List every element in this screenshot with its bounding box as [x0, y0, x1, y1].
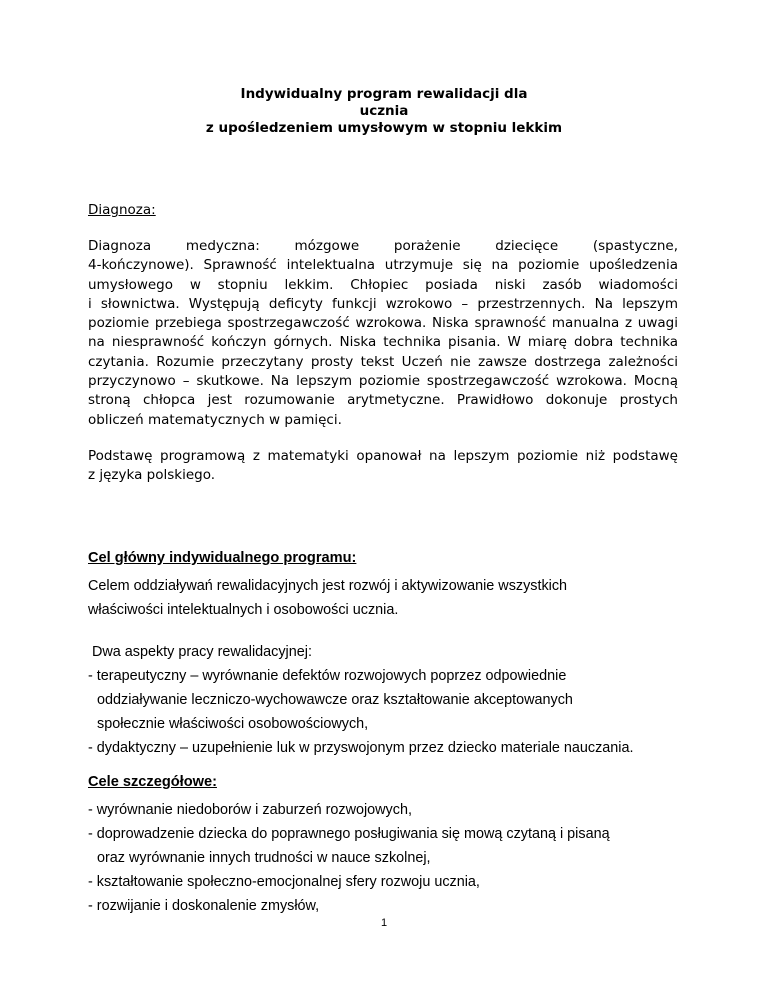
list-item: - wyrównanie niedoborów i zaburzeń rozwojowych,: [88, 802, 412, 818]
text-line: czytania. Rozumie przeczytany prosty tekst Uczeń nie zawsze dostrzega zależności: [88, 353, 678, 370]
list-item-continuation: oddziaływanie leczniczo-wychowawcze oraz kształtowanie akceptowanych: [97, 692, 573, 708]
cel-glowny-heading: Cel główny indywidualnego programu:: [88, 550, 357, 566]
list-item: - dydaktyczny – uzupełnienie luk w przyswojonym przez dziecko materiale nauczania.: [88, 740, 634, 756]
text-line: i słownictwa. Występują deficyty funkcji wzrokowo – przestrzennych. Na lepszym: [88, 295, 678, 312]
title-line: Indywidualny program rewalidacji dla: [240, 86, 528, 102]
page-number: 1: [380, 917, 388, 929]
text-line: umysłowego w stopniu lekkim. Chłopiec posiada niski zasób wiadomości: [88, 276, 678, 293]
text-line: stroną chłopca jest rozumowanie arytmetyczne. Prawidłowo dokonuje prostych: [88, 392, 678, 409]
cele-list: [88, 798, 678, 918]
text-line: Diagnoza medyczna: mózgowe porażenie dziecięce (spastyczne,: [88, 238, 678, 254]
cel-glowny-paragraph: [88, 574, 678, 622]
text-line: właściwości intelektualnych i osobowości ucznia.: [88, 602, 399, 618]
cele-szczegolowe-heading: Cele szczegółowe:: [88, 774, 217, 790]
podstawa-paragraph: [88, 447, 678, 486]
list-item: - terapeutyczny – wyrównanie defektów rozwojowych poprzez odpowiednie: [88, 668, 567, 684]
aspekty-list: [88, 640, 698, 760]
text-line: na niesprawność kończyn górnych. Niska technika pisania. W miarę dobra technika: [88, 334, 678, 351]
title-line: z upośledzeniem umysłowym w stopniu lekkim: [205, 120, 563, 136]
aspekty-intro: Dwa aspekty pracy rewalidacyjnej:: [88, 644, 312, 660]
list-item-continuation: oraz wyrównanie innych trudności w nauce szkolnej,: [97, 850, 431, 866]
text-line: poziomie przebiega spostrzegawczość wzrokowa. Niska sprawność manualna z uwagi: [88, 315, 678, 332]
text-line: przyczynowo – skutkowe. Na lepszym poziomie spostrzegawczość wzrokowa. Mocną: [88, 373, 678, 390]
text-line: 4-kończynowe). Sprawność intelektualna utrzymuje się na poziomie upośledzenia: [88, 257, 678, 274]
diagnoza-heading: Diagnoza:: [88, 202, 156, 218]
list-item-continuation: społecznie właściwości osobowościowych,: [97, 716, 369, 732]
text-line: Podstawę programową z matematyki opanował na lepszym poziomie niż podstawę: [88, 448, 678, 464]
list-item: - doprowadzenie dziecka do poprawnego posługiwania się mową czytaną i pisaną: [88, 826, 610, 842]
text-line: Celem oddziaływań rewalidacyjnych jest rozwój i aktywizowanie wszystkich: [88, 578, 568, 594]
document-title: [140, 86, 628, 137]
list-item: - rozwijanie i doskonalenie zmysłów,: [88, 898, 320, 914]
list-item: - kształtowanie społeczno-emocjonalnej sfery rozwoju ucznia,: [88, 874, 480, 890]
text-line: obliczeń matematycznych w pamięci.: [88, 411, 342, 428]
text-line: z języka polskiego.: [88, 467, 216, 484]
diagnoza-paragraph: [88, 237, 678, 430]
title-line: ucznia: [359, 103, 409, 119]
